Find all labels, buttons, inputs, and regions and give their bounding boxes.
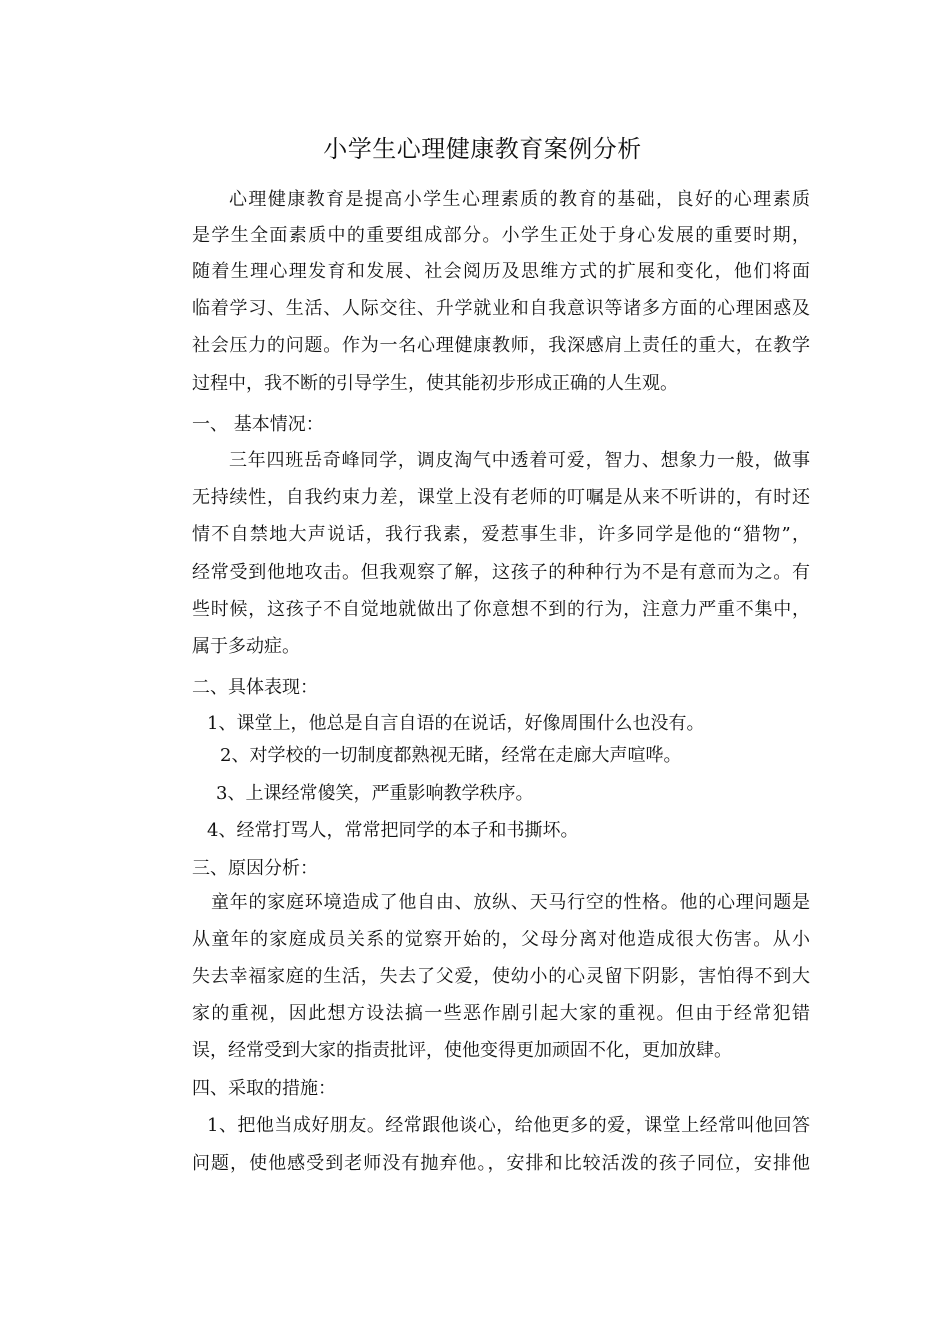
- paragraph-line: 属于多动症。: [192, 636, 300, 657]
- document-title: 小学生心理健康教育案例分析: [323, 135, 642, 163]
- paragraph-line: 经常受到他地攻击。但我观察了解，这孩子的种种行为不是有意而为之。有: [192, 562, 810, 583]
- paragraph-line: 家的重视，因此想方设法搞一些恶作剧引起大家的重视。但由于经常犯错: [192, 1003, 810, 1024]
- section-heading: 三、原因分析：: [192, 858, 318, 879]
- paragraph-line: 情不自禁地大声说话，我行我素，爱惹事生非，许多同学是他的“猎物”，: [192, 524, 810, 545]
- paragraph-line: 三年四班岳奇峰同学，调皮淘气中透着可爱，智力、想象力一般，做事: [229, 450, 810, 471]
- paragraph-line: 些时候，这孩子不自觉地就做出了你意想不到的行为，注意力严重不集中，: [192, 599, 810, 620]
- paragraph-line: 误，经常受到大家的指责批评，使他变得更加顽固不化，更加放肆。: [192, 1040, 732, 1061]
- paragraph-line: 社会压力的问题。作为一名心理健康教师，我深感肩上责任的重大，在教学: [192, 335, 810, 356]
- list-item: 2、对学校的一切制度都熟视无睹，经常在走廊大声喧哗。: [220, 745, 682, 766]
- paragraph-line: 失去幸福家庭的生活，失去了父爱，使幼小的心灵留下阴影，害怕得不到大: [192, 966, 810, 987]
- paragraph-line: 童年的家庭环境造成了他自由、放纵、天马行空的性格。他的心理问题是: [211, 892, 810, 913]
- section-heading: 一、 基本情况：: [192, 414, 324, 435]
- paragraph-line: 问题，使他感受到老师没有抛弃他。，安排和比较活泼的孩子同位，安排他: [192, 1153, 810, 1174]
- section-heading: 四、采取的措施：: [192, 1078, 336, 1099]
- list-item: 4、经常打骂人，常常把同学的本子和书撕坏。: [207, 820, 579, 841]
- paragraph-line: 无持续性，自我约束力差，课堂上没有老师的叮嘱是从来不听讲的，有时还: [192, 487, 810, 508]
- paragraph-line: 心理健康教育是提高小学生心理素质的教育的基础，良好的心理素质: [229, 189, 810, 210]
- paragraph-line: 过程中，我不断的引导学生，使其能初步形成正确的人生观。: [192, 373, 678, 394]
- list-item: 1、课堂上，他总是自言自语的在说话，好像周围什么也没有。: [207, 713, 705, 734]
- paragraph-line: 是学生全面素质中的重要组成部分。小学生正处于身心发展的重要时期，: [192, 225, 810, 246]
- paragraph-line: 从童年的家庭成员关系的觉察开始的，父母分离对他造成很大伤害。从小: [192, 929, 810, 950]
- paragraph-line: 随着生理心理发育和发展、社会阅历及思维方式的扩展和变化，他们将面: [192, 261, 810, 282]
- section-heading: 二、具体表现：: [192, 677, 318, 698]
- list-item: 1、把他当成好朋友。经常跟他谈心，给他更多的爱，课堂上经常叫他回答: [207, 1115, 810, 1136]
- paragraph-line: 临着学习、生活、人际交往、升学就业和自我意识等诸多方面的心理困惑及: [192, 298, 810, 319]
- list-item: 3、上课经常傻笑，严重影响教学秩序。: [216, 783, 534, 804]
